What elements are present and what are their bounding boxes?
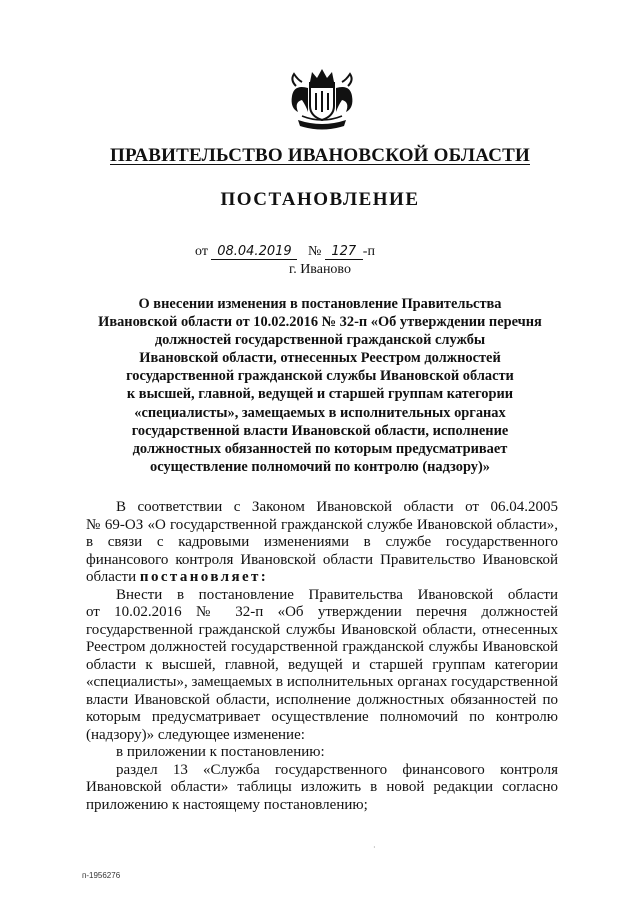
handwritten-date: 08.04.2019 <box>211 245 297 260</box>
body-line: в связи с кадровыми изменениями в службе государственного <box>86 534 558 550</box>
heading-line: «специалисты», замещаемых в исполнительных органах <box>134 404 506 421</box>
heading-line: государственной власти Ивановской области, исполнение <box>131 422 509 439</box>
scan-mark: · <box>373 843 376 852</box>
heading-line: Ивановской области, отнесенных Реестром должностей <box>139 350 501 367</box>
body-line: которым предусматривает осуществление полномочий по контролю <box>86 709 558 725</box>
heading-line: к высшей, главной, ведущей и старшей группам категории <box>126 386 514 403</box>
document-body <box>86 499 558 814</box>
city: г. Иваново <box>289 262 351 277</box>
body-line: (надзору)» следующее изменение: <box>86 726 305 743</box>
body-line: Ивановской области» таблицы изложить в новой редакции согласно <box>86 779 558 795</box>
body-line: «специалисты», замещаемых в исполнительных органах государственной <box>86 674 558 690</box>
body-line: № 69-ОЗ «О государственной гражданской службе Ивановской области», <box>86 516 558 533</box>
body-line: финансового контроля Ивановской области Правительство Ивановской <box>86 551 558 568</box>
document-type: ПОСТАНОВЛЕНИЕ <box>220 189 420 210</box>
heading-line: должностей государственной гражданской службы <box>154 332 486 349</box>
number-label: № <box>307 244 322 259</box>
body-line <box>86 569 558 587</box>
body-line: от 10.02.2016 № 32-п «Об утверждении перечня должностей <box>86 604 558 620</box>
body-line: области к высшей, главной, ведущей и старшей группам категории <box>86 656 558 673</box>
heading-line: должностных обязанностей по которым предусматривает <box>132 440 508 457</box>
date-number-line <box>195 244 455 260</box>
heading-line: О внесении изменения в постановление Правительства <box>138 296 502 312</box>
region-word: области <box>86 569 137 585</box>
heading-line: Ивановской области от 10.02.2016 № 32-п «Об утверждении перечня <box>98 314 542 331</box>
body-line: раздел 13 «Служба государственного финансового контроля <box>116 761 558 778</box>
number-suffix: -п <box>362 244 375 259</box>
resolves-phrase: постановляет: <box>139 569 269 585</box>
footer-code: п-1956276 <box>82 871 121 880</box>
body-line: в приложении к постановлению: <box>116 744 325 760</box>
body-line: В соответствии с Законом Ивановской области от 06.04.2005 <box>116 499 558 515</box>
government-title: ПРАВИТЕЛЬСТВО ИВАНОВСКОЙ ОБЛАСТИ <box>110 145 530 166</box>
body-line: Внести в постановление Правительства Ивановской области <box>116 586 558 603</box>
body-line: приложению к настоящему постановлению; <box>86 796 368 813</box>
document-heading <box>90 295 550 476</box>
body-line: государственной гражданской службы Ивановской области, отнесенных <box>86 621 558 638</box>
handwritten-number: 127 <box>325 245 363 260</box>
heading-line: государственной гражданской службы Ивановской области <box>126 368 514 385</box>
heading-line: осуществление полномочий по контролю (надзору)» <box>150 458 490 475</box>
from-label: от <box>195 244 208 259</box>
coat-of-arms-icon <box>286 66 358 134</box>
body-line: власти Ивановской области, исполнение должностных обязанностей по <box>86 691 558 708</box>
body-line: Реестром должностей государственной гражданской службы Ивановской <box>86 639 558 655</box>
